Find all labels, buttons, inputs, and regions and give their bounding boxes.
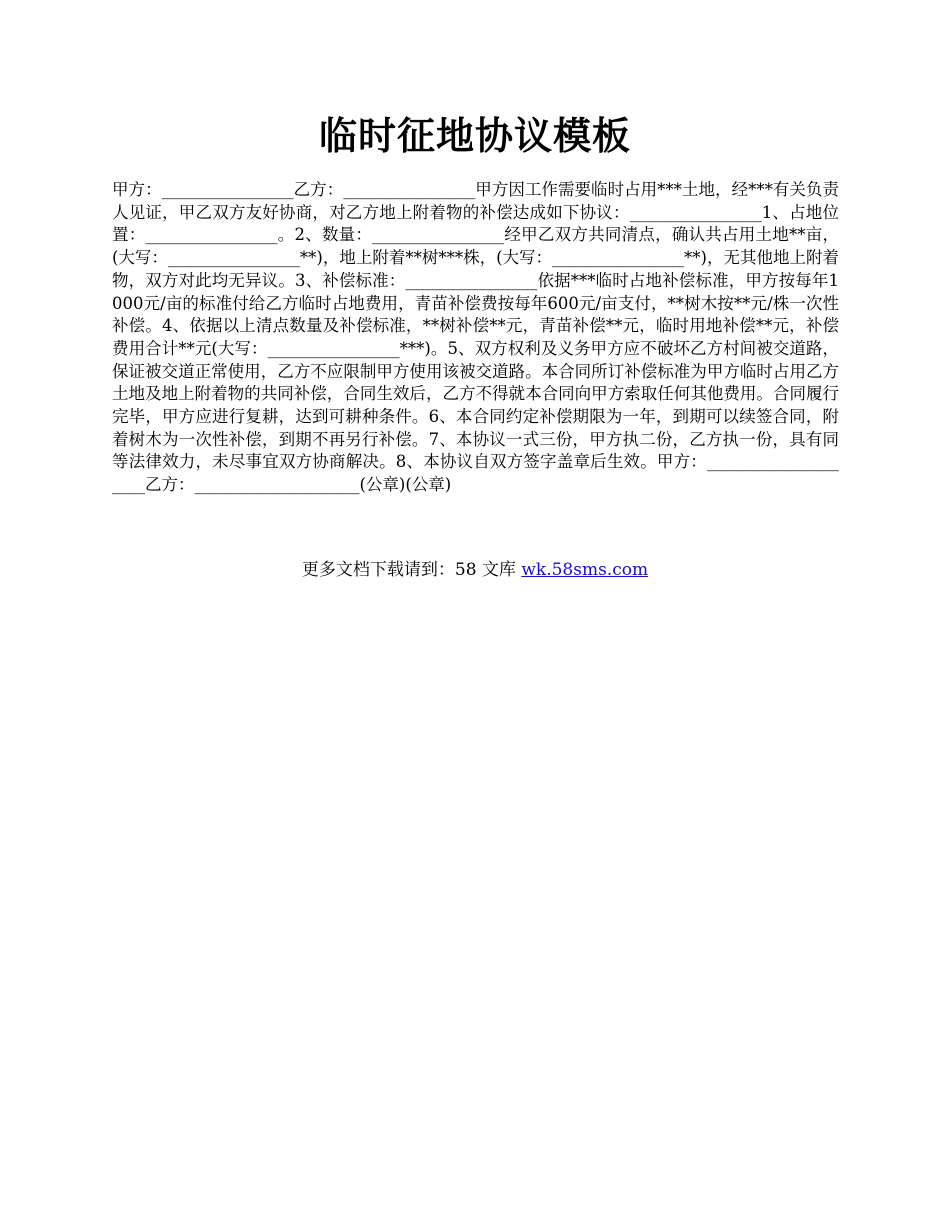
- footer-link[interactable]: wk.58sms.com: [521, 560, 649, 580]
- footer-text: 更多文档下载请到：58 文库: [301, 560, 522, 580]
- document-body: 甲方：________________乙方：________________甲方因工作需要临时占用***土地，经***有关负责人见证，甲乙双方友好协商，对乙方地上附着物的补偿达成如下协议：________________1、占地位置：________________。2、数量：________________经甲乙双方共同清点，确认共占用土地**亩，(大写：________________**)，地上附着**树***株，(大写：________________**)，无其他地上附着物，双方对此均无异议。3、补偿标准：________________依据***临时占地补偿标准，甲方按每年1000元/亩的标准付给乙方临时占地费用，青苗补偿费按每年600元/亩支付，**树木按**元/株一次性补偿。4、依据以上清点数量及补偿标准，**树补偿**元，青苗补偿**元，临时用地补偿**元，补偿费用合计**元(大写：________________***)。5、双方权利及义务甲方应不破坏乙方村间被交道路，保证被交道正常使用，乙方不应限制甲方使用该被交道路。本合同所订补偿标准为甲方临时占用乙方土地及地上附着物的共同补偿，合同生效后，乙方不得就本合同向甲方索取任何其他费用。合同履行完毕，甲方应进行复耕，达到可耕种条件。6、本合同约定补偿期限为一年，到期可以续签合同，附着树木为一次性补偿，到期不再另行补偿。7、本协议一式三份，甲方执二份，乙方执一份，具有同等法律效力，未尽事宜双方协商解决。8、本协议自双方签字盖章后生效。甲方：____________________乙方：____________________(公章)(公章): [112, 180, 839, 495]
- document-title: 临时征地协议模板: [318, 113, 631, 158]
- download-footer: [0, 558, 950, 582]
